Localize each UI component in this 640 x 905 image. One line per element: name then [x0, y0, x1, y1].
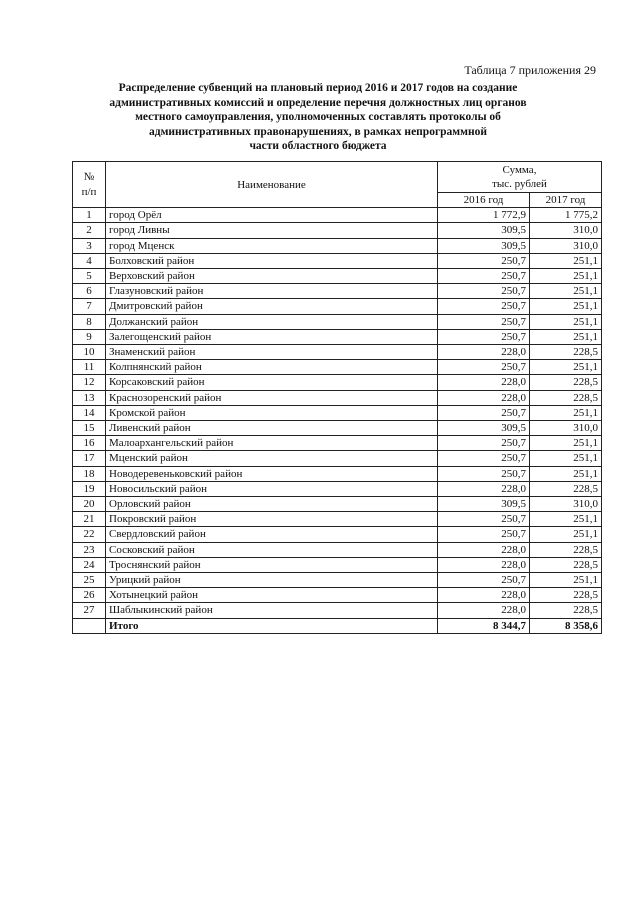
row-value-2017: 251,1: [530, 466, 602, 481]
table-row: [73, 299, 602, 314]
row-value-2017: 251,1: [530, 329, 602, 344]
row-value-2016: 250,7: [438, 512, 530, 527]
total-2017: 8 358,6: [530, 618, 602, 633]
row-name: Корсаковский район: [106, 375, 438, 390]
row-value-2017: 228,5: [530, 390, 602, 405]
row-value-2017: 251,1: [530, 451, 602, 466]
row-value-2016: 1 772,9: [438, 208, 530, 223]
row-value-2016: 250,7: [438, 360, 530, 375]
header-number-line1: №: [83, 171, 95, 184]
table-row: [73, 466, 602, 481]
row-name: Глазуновский район: [106, 284, 438, 299]
row-value-2017: 251,1: [530, 405, 602, 420]
row-value-2016: 250,7: [438, 299, 530, 314]
row-number: 18: [73, 466, 106, 481]
table-row: [73, 208, 602, 223]
table-row: [73, 421, 602, 436]
row-number: 26: [73, 588, 106, 603]
row-name: Колпнянский район: [106, 360, 438, 375]
row-number: 5: [73, 269, 106, 284]
row-value-2016: 250,7: [438, 329, 530, 344]
row-value-2017: 251,1: [530, 573, 602, 588]
row-value-2016: 309,5: [438, 497, 530, 512]
row-name: город Ливны: [106, 223, 438, 238]
table-row: [73, 542, 602, 557]
row-value-2017: 251,1: [530, 360, 602, 375]
row-value-2017: 310,0: [530, 238, 602, 253]
row-value-2017: 251,1: [530, 314, 602, 329]
row-number: 22: [73, 527, 106, 542]
header-sum-line2: тыс. рублей: [492, 178, 547, 190]
row-value-2016: 228,0: [438, 345, 530, 360]
title-line: административных комиссий и определение перечня должностных лиц органов: [109, 96, 527, 109]
row-number: 12: [73, 375, 106, 390]
table-row: [73, 436, 602, 451]
table-caption: Таблица 7 приложения 29: [464, 63, 596, 77]
row-number: 6: [73, 284, 106, 299]
total-2016: 8 344,7: [438, 618, 530, 633]
row-value-2016: 250,7: [438, 466, 530, 481]
row-number: 16: [73, 436, 106, 451]
table-row: [73, 314, 602, 329]
header-number: [73, 162, 106, 208]
table-row: [73, 238, 602, 253]
table-row: [73, 527, 602, 542]
table-row: [73, 284, 602, 299]
row-number: 23: [73, 542, 106, 557]
row-number: 20: [73, 497, 106, 512]
row-name: Свердловский район: [106, 527, 438, 542]
row-number: 8: [73, 314, 106, 329]
row-value-2017: 251,1: [530, 299, 602, 314]
row-value-2016: 309,5: [438, 238, 530, 253]
row-number: 10: [73, 345, 106, 360]
row-number: 4: [73, 253, 106, 268]
row-name: Дмитровский район: [106, 299, 438, 314]
title-line: административных правонарушениях, в рамках непрограммной: [149, 125, 487, 138]
row-value-2017: 228,5: [530, 375, 602, 390]
total-row: [73, 618, 602, 633]
row-value-2016: 250,7: [438, 436, 530, 451]
row-number: 21: [73, 512, 106, 527]
row-number: 1: [73, 208, 106, 223]
table-body: [73, 208, 602, 618]
subsidy-table: [72, 161, 602, 634]
row-value-2017: 251,1: [530, 527, 602, 542]
table-row: [73, 405, 602, 420]
title-line: Распределение субвенций на плановый период 2016 и 2017 годов на создание: [118, 82, 518, 94]
header-sum-line1: Сумма,: [502, 163, 537, 176]
table-row: [73, 573, 602, 588]
row-number: 15: [73, 421, 106, 436]
table-row: [73, 253, 602, 268]
row-name: Болховский район: [106, 253, 438, 268]
row-name: Мценский район: [106, 451, 438, 466]
row-name: Покровский район: [106, 512, 438, 527]
row-value-2017: 251,1: [530, 436, 602, 451]
row-value-2017: 228,5: [530, 557, 602, 572]
table-row: [73, 360, 602, 375]
table-row: [73, 497, 602, 512]
row-name: Кромской район: [106, 405, 438, 420]
table-header: [73, 162, 602, 208]
row-number: 24: [73, 557, 106, 572]
row-name: Верховский район: [106, 269, 438, 284]
row-name: город Мценск: [106, 238, 438, 253]
row-value-2017: 251,1: [530, 253, 602, 268]
title-line: части областного бюджета: [249, 140, 387, 153]
row-value-2016: 250,7: [438, 284, 530, 299]
row-name: Знаменский район: [106, 345, 438, 360]
table-row: [73, 588, 602, 603]
table-footer: [73, 618, 602, 633]
row-name: Орловский район: [106, 497, 438, 512]
row-number: 17: [73, 451, 106, 466]
row-name: Ливенский район: [106, 421, 438, 436]
table-row: [73, 329, 602, 344]
row-name: Шаблыкинский район: [106, 603, 438, 618]
table-row: [73, 557, 602, 572]
table-row: [73, 223, 602, 238]
row-value-2017: 1 775,2: [530, 208, 602, 223]
row-name: Малоархангельский район: [106, 436, 438, 451]
row-number: 9: [73, 329, 106, 344]
table-row: [73, 512, 602, 527]
row-value-2016: 228,0: [438, 375, 530, 390]
row-name: Краснозоренский район: [106, 390, 438, 405]
header-number-line2: п/п: [81, 185, 97, 198]
row-value-2017: 310,0: [530, 421, 602, 436]
row-value-2016: 250,7: [438, 405, 530, 420]
row-number: 13: [73, 390, 106, 405]
table-row: [73, 390, 602, 405]
total-number-cell: [73, 618, 106, 633]
row-value-2016: 228,0: [438, 588, 530, 603]
row-value-2016: 309,5: [438, 223, 530, 238]
table-row: [73, 481, 602, 496]
row-value-2017: 251,1: [530, 512, 602, 527]
header-2017: 2017 год: [530, 193, 602, 208]
row-value-2017: 228,5: [530, 481, 602, 496]
row-number: 3: [73, 238, 106, 253]
row-name: Залегощенский район: [106, 329, 438, 344]
row-name: Сосковский район: [106, 542, 438, 557]
row-number: 19: [73, 481, 106, 496]
row-number: 14: [73, 405, 106, 420]
row-value-2016: 228,0: [438, 481, 530, 496]
table-row: [73, 375, 602, 390]
row-value-2017: 251,1: [530, 284, 602, 299]
row-value-2016: 228,0: [438, 603, 530, 618]
row-name: Должанский район: [106, 314, 438, 329]
row-value-2016: 250,7: [438, 314, 530, 329]
header-name: Наименование: [106, 162, 438, 208]
row-number: 7: [73, 299, 106, 314]
row-value-2017: 251,1: [530, 269, 602, 284]
document-title: [72, 81, 564, 154]
row-name: Новосильский район: [106, 481, 438, 496]
row-value-2016: 250,7: [438, 527, 530, 542]
header-2016: 2016 год: [438, 193, 530, 208]
header-sum: [438, 162, 602, 193]
row-value-2016: 250,7: [438, 253, 530, 268]
row-value-2016: 250,7: [438, 269, 530, 284]
table-row: [73, 451, 602, 466]
row-value-2017: 228,5: [530, 603, 602, 618]
row-name: Троснянский район: [106, 557, 438, 572]
row-number: 11: [73, 360, 106, 375]
row-value-2016: 250,7: [438, 451, 530, 466]
row-number: 2: [73, 223, 106, 238]
row-value-2016: 228,0: [438, 390, 530, 405]
table-row: [73, 345, 602, 360]
title-line: местного самоуправления, уполномоченных составлять протоколы об: [135, 111, 501, 124]
row-value-2017: 228,5: [530, 588, 602, 603]
row-value-2017: 310,0: [530, 497, 602, 512]
row-name: Хотынецкий район: [106, 588, 438, 603]
row-value-2016: 228,0: [438, 542, 530, 557]
table-row: [73, 603, 602, 618]
row-number: 25: [73, 573, 106, 588]
total-label: Итого: [106, 618, 438, 633]
table-row: [73, 269, 602, 284]
row-value-2017: 310,0: [530, 223, 602, 238]
row-name: Урицкий район: [106, 573, 438, 588]
row-name: город Орёл: [106, 208, 438, 223]
row-value-2016: 228,0: [438, 557, 530, 572]
row-name: Новодеревеньковский район: [106, 466, 438, 481]
row-value-2017: 228,5: [530, 345, 602, 360]
row-number: 27: [73, 603, 106, 618]
row-value-2017: 228,5: [530, 542, 602, 557]
row-value-2016: 250,7: [438, 573, 530, 588]
row-value-2016: 309,5: [438, 421, 530, 436]
